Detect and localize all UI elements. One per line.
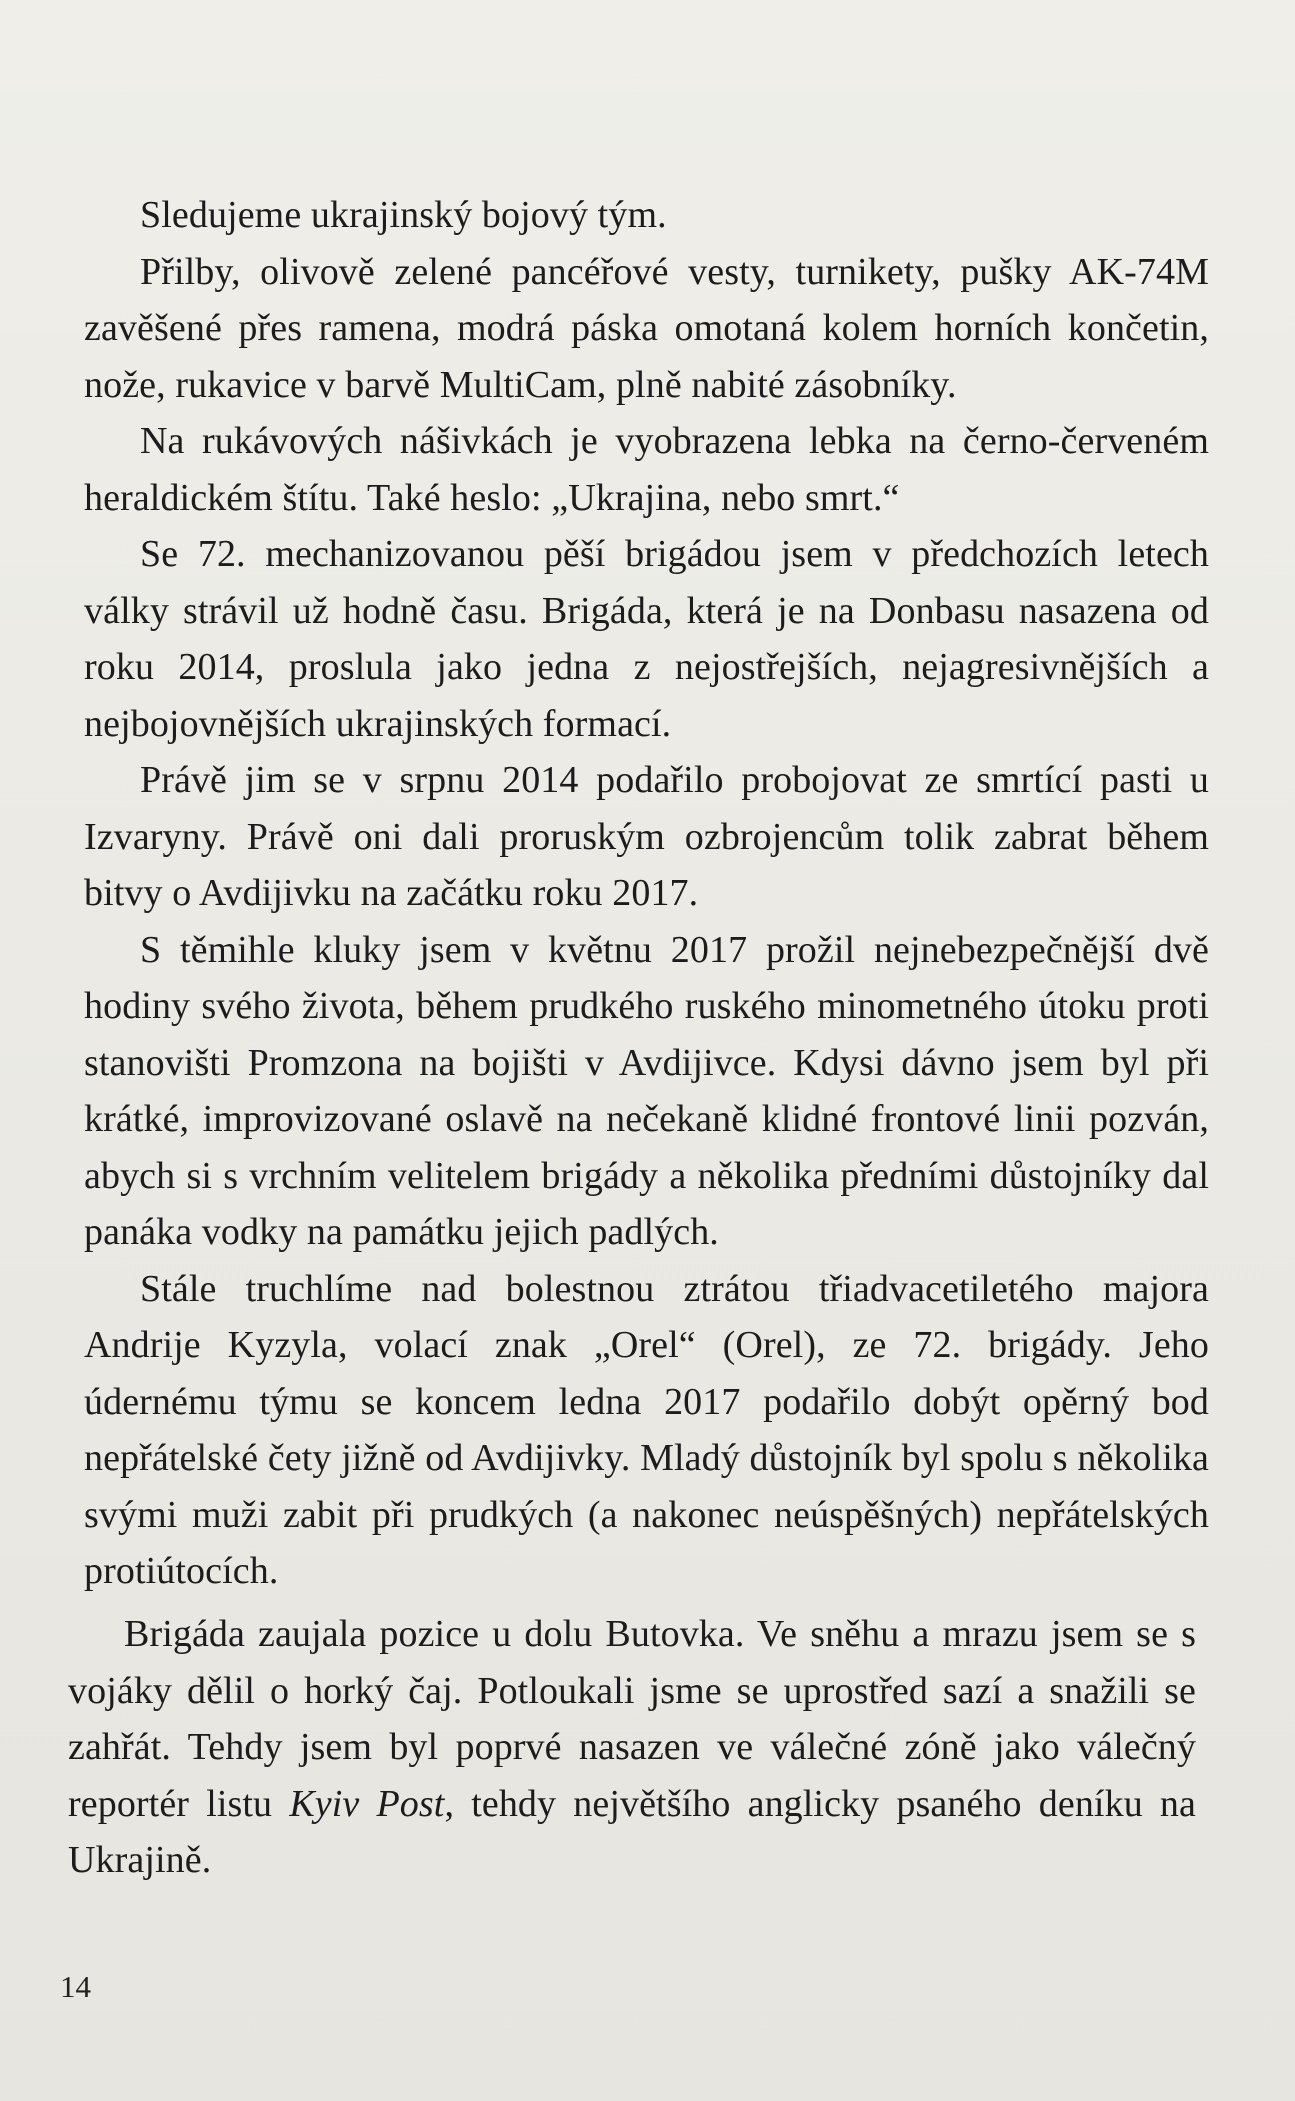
paragraph: S těmihle kluky jsem v květnu 2017 prožil nejnebezpečnější dvě hodiny svého života, během prudkého ruského minometného útoku proti stanovišti Promzona na bojišti v Avdijivce. Kdysi dávno jsem byl při krátké, improvizované oslavě na nečekaně klidné frontové linii pozván, abych si s vrchním velitelem brigády a několika předními důstojníky dal panáka vodky na památku jejich padlých.	[84, 928, 1209, 1253]
paragraph-last	[68, 1606, 1196, 1889]
paragraph: Na rukávových nášivkách je vyobrazena lebka na černo-červeném heraldickém štítu. Také heslo: „Ukrajina, nebo smrt.“	[84, 420, 1209, 519]
paragraph: Přilby, olivově zelené pancéřové vesty, turnikety, pušky AK-74M zavěšené přes ramena, modrá páska omotaná kolem horních končetin, nože, rukavice v barvě MultiCam, plně nabité zásobníky.	[84, 250, 1209, 406]
paragraph: Právě jim se v srpnu 2014 podařilo probojovat ze smrtící pasti u Izvaryny. Právě oni dali proruským ozbrojencům tolik zabrat během bitvy o Avdijivku na začátku roku 2017.	[84, 759, 1209, 914]
paragraph-text: , tehdy největšího anglicky psaného deníku na Ukrajině.	[68, 1782, 1196, 1881]
paragraph: Sledujeme ukrajinský bojový tým.	[140, 194, 667, 236]
paragraph: Stále truchlíme nad bolestnou ztrátou třiadvacetiletého majora Andrije Kyzyla, volací znak „Orel“ (Orel), ze 72. brigády. Jeho údernému týmu se koncem ledna 2017 podařilo dobýt opěrný bod nepřátelské čety jižně od Avdijivky. Mladý důstojník byl spolu s několika svými muži zabit při prudkých (a nakonec neúspěšných) nepřátelských protiútocích.	[84, 1267, 1209, 1592]
page-number: 14	[60, 1969, 91, 2004]
newspaper-title: Kyiv Post	[289, 1782, 445, 1825]
body-text-lower	[68, 1606, 1196, 1889]
paragraph-text: Brigáda zaujala pozice u dolu Butovka. Ve sněhu a mrazu jsem se s vojáky dělil o horký čaj. Potloukali jsme se uprostřed sazí a snažili se zahřát. Tehdy jsem byl poprvé nasazen ve válečné zóně jako válečný reportér listu	[68, 1613, 1196, 1825]
body-text-upper	[84, 187, 1209, 1600]
paragraph: Se 72. mechanizovanou pěší brigádou jsem v předchozích letech války strávil už hodně času. Brigáda, která je na Donbasu nasazena od roku 2014, proslula jako jedna z nejostřejších, nejagresivnějších a nejbojovnějších ukrajinských formací.	[84, 533, 1209, 745]
